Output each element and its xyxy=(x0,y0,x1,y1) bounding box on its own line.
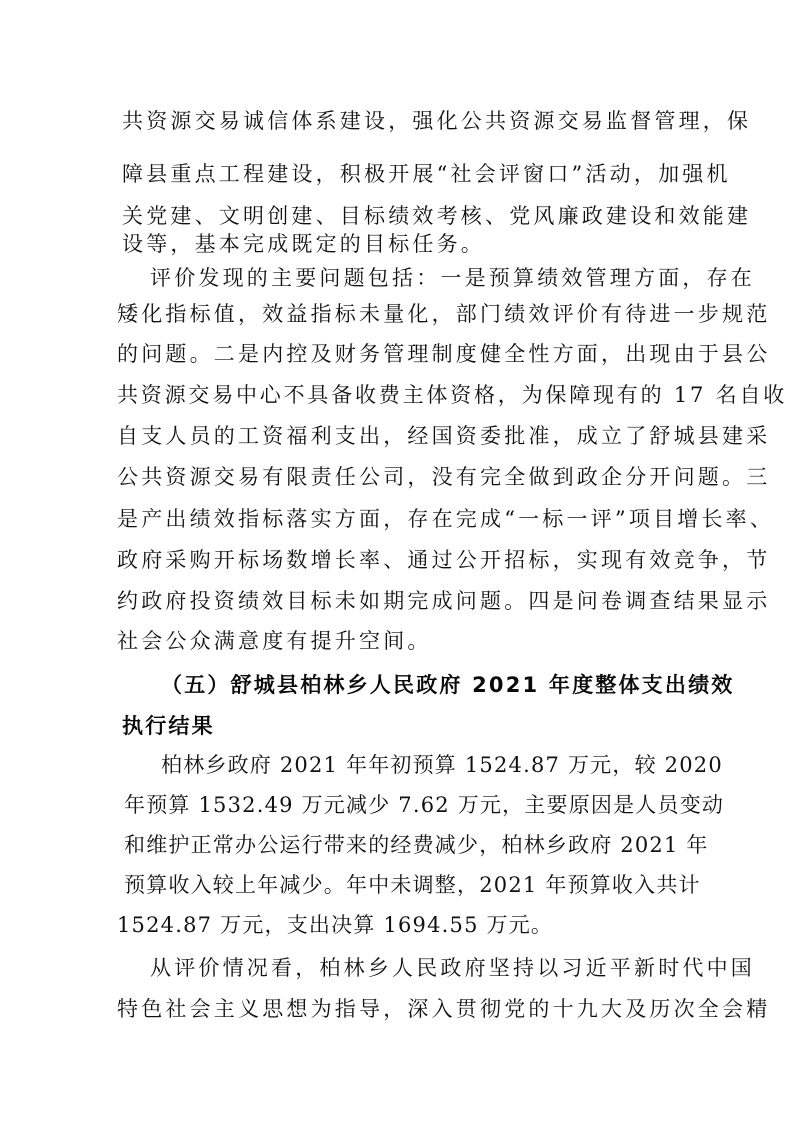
text-line: 设等，基本完成既定的目标任务。 xyxy=(122,232,485,256)
text-line: 矮化指标值，效益指标未量化，部门绩效评价有待进一步规范 xyxy=(117,302,771,326)
text-line: 障县重点工程建设，积极开展“社会评窗口”活动，加强机 xyxy=(122,162,731,186)
text-line: 评价发现的主要问题包括：一是预算绩效管理方面，存在 xyxy=(150,266,755,290)
text-line: 自支人员的工资福利支出，经国资委批准，成立了舒城县建采 xyxy=(117,424,771,448)
text-line: 社会公众满意度有提升空间。 xyxy=(117,629,432,653)
section-heading: （五）舒城县柏林乡人民政府 2021 年度整体支出绩效 xyxy=(161,673,735,697)
text-line: 共资源交易中心不具备收费主体资格，为保障现有的 17 名自收 xyxy=(117,383,788,407)
text-line: 关党建、文明创建、目标绩效考核、党风廉政建设和效能建 xyxy=(122,204,752,228)
text-line: 从评价情况看，柏林乡人民政府坚持以习近平新时代中国 xyxy=(150,956,755,980)
text-line: 是产出绩效指标落实方面，存在完成“一标一评”项目增长率、 xyxy=(117,507,775,531)
text-line: 公共资源交易有限责任公司，没有完全做到政企分开问题。三 xyxy=(117,465,771,489)
text-line: 共资源交易诚信体系建设，强化公共资源交易监督管理，保 xyxy=(122,109,752,133)
text-line: 预算收入较上年减少。年中未调整，2021 年预算收入共计 xyxy=(124,873,701,897)
text-line: 和维护正常办公运行带来的经费减少，柏林乡政府 2021 年 xyxy=(124,833,709,857)
text-line: 约政府投资绩效目标未如期完成问题。四是问卷调查结果显示 xyxy=(117,589,771,613)
text-line: 柏林乡政府 2021 年年初预算 1524.87 万元，较 2020 xyxy=(161,753,723,777)
text-line: 年预算 1532.49 万元减少 7.62 万元，主要原因是人员变动 xyxy=(124,793,725,817)
text-line: 的问题。二是内控及财务管理制度健全性方面，出现由于县公 xyxy=(117,342,771,366)
text-line: 特色社会主义思想为指导，深入贯彻党的十九大及历次全会精 xyxy=(117,997,771,1021)
text-line: 政府采购开标场数增长率、通过公开招标，实现有效竞争，节 xyxy=(117,548,771,572)
text-line: 1524.87 万元，支出决算 1694.55 万元。 xyxy=(117,913,554,937)
section-heading: 执行结果 xyxy=(122,714,215,738)
